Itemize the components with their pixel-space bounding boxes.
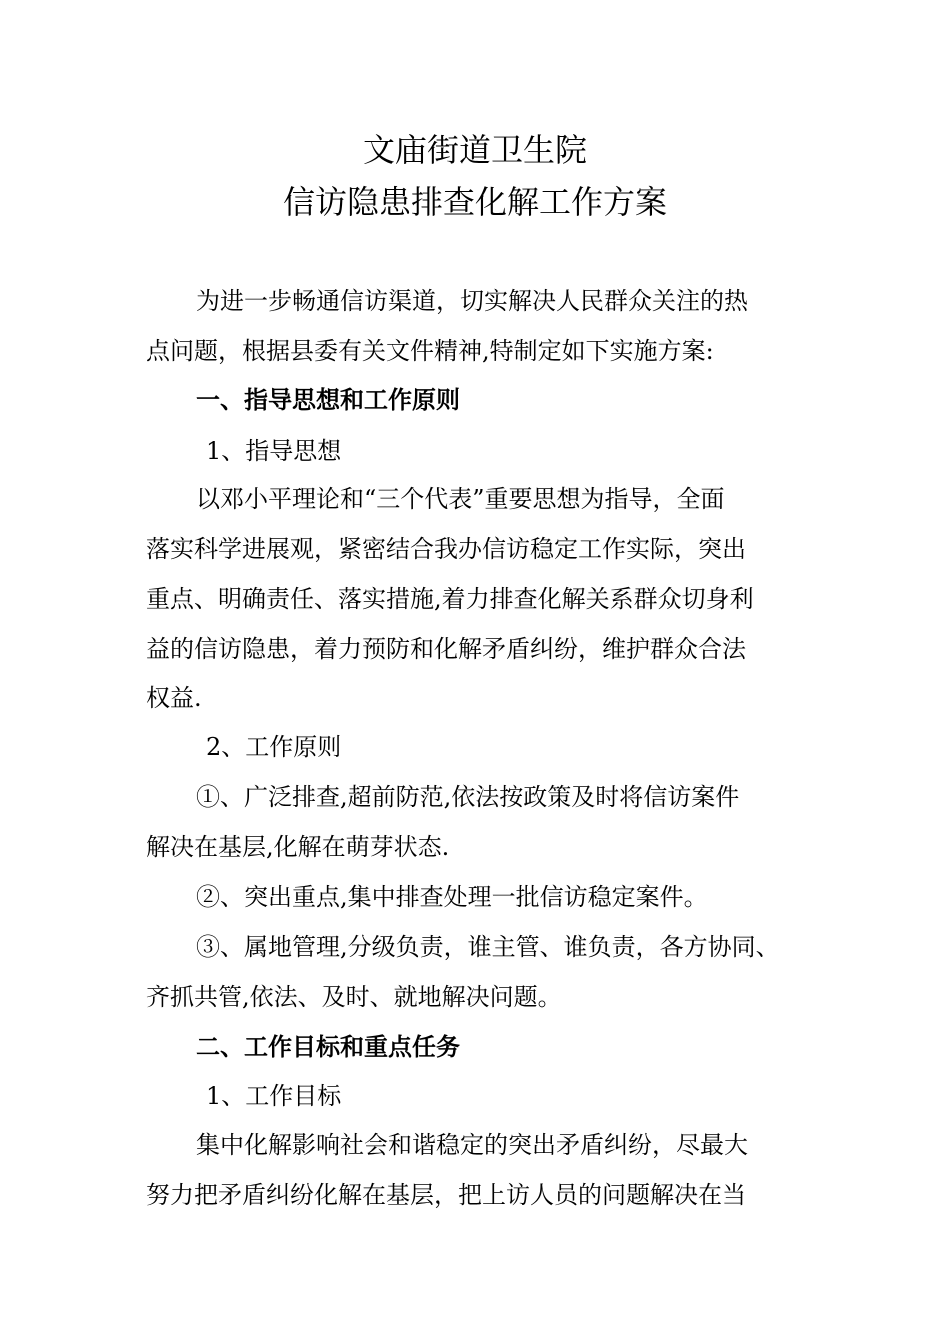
subsection-heading: 1、指导思想 bbox=[206, 437, 342, 465]
paragraph-line: 齐抓共管,依法、及时、就地解决问题。 bbox=[146, 983, 562, 1011]
section-heading-1: 一、指导思想和工作原则 bbox=[196, 385, 460, 414]
principle-item: ③、属地管理,分级负责，谁主管、谁负责，各方协同、 bbox=[196, 933, 780, 961]
paragraph-line: 权益. bbox=[146, 684, 202, 712]
paragraph-line: 努力把矛盾纠纷化解在基层，把上访人员的问题解决在当 bbox=[146, 1181, 746, 1209]
subsection-heading: 1、工作目标 bbox=[206, 1082, 342, 1110]
section-heading-2: 二、工作目标和重点任务 bbox=[196, 1032, 460, 1061]
paragraph-line: 集中化解影响社会和谐稳定的突出矛盾纠纷，尽最大 bbox=[196, 1131, 748, 1159]
paragraph-line: 以邓小平理论和“三个代表”重要思想为指导，全面 bbox=[196, 485, 725, 513]
paragraph-line: 重点、明确责任、落实措施,着力排查化解关系群众切身利 bbox=[146, 585, 754, 613]
principle-item: ②、突出重点,集中排查处理一批信访稳定案件。 bbox=[196, 883, 708, 911]
paragraph-line: 落实科学进展观，紧密结合我办信访稳定工作实际，突出 bbox=[146, 535, 746, 563]
paragraph-line: 为进一步畅通信访渠道，切实解决人民群众关注的热 bbox=[196, 287, 748, 315]
principle-item: ①、广泛排查,超前防范,依法按政策及时将信访案件 bbox=[196, 783, 740, 811]
subsection-heading: 2、工作原则 bbox=[206, 733, 342, 761]
paragraph-line: 解决在基层,化解在萌芽状态. bbox=[146, 833, 450, 861]
document-title-line-2: 信访隐患排查化解工作方案 bbox=[282, 183, 667, 221]
document-title-line-1: 文庙街道卫生院 bbox=[362, 131, 587, 169]
paragraph-line: 点问题，根据县委有关文件精神,特制定如下实施方案: bbox=[146, 337, 714, 365]
paragraph-line: 益的信访隐患，着力预防和化解矛盾纠纷，维护群众合法 bbox=[146, 635, 746, 663]
